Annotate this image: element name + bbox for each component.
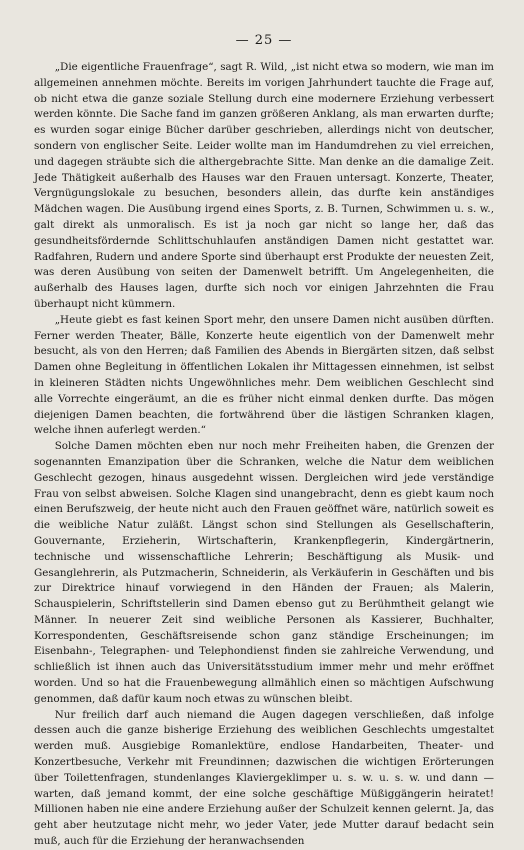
paragraph-3: Solche Damen möchten eben nur noch mehr Freiheiten haben, die Grenzen der sogenannten Emanzipation über die Schranken, welche die Natur dem weiblichen Geschlecht gezogen, hinaus ausgedehnt wissen. Dergleichen wird jede verständige Frau von selbst abweisen. Solche Klagen sind unangebracht, denn es giebt kaum noch einen Berufszweig, der heute nicht auch den Frauen geöffnet wäre, natürlich soweit es die weibliche Natur zuläßt. Längst schon sind Stellungen als Gesellschafterin, Gouvernante, Erzieherin, Wirtschafterin, Krankenpflegerin, Kindergärtnerin, technische und wissenschaftliche Lehrerin; Beschäftigung als Musik- und Gesanglehrerin, als Putzmacherin, Schneiderin, als Verkäuferin in Geschäften und bis zur Direktrice hinauf vorwiegend in den Händen der Frauen; als Malerin, Schauspielerin, Schriftstellerin sind Damen ebenso gut zu Berühmtheit gelangt wie Männer. In neuerer Zeit sind weibliche Personen als Kassierer, Buchhalter, Korrespondenten, Geschäftsreisende schon ganz ständige Erscheinungen; im Eisenbahn-, Telegraphen- und Telephondienst finden sie zahlreiche Verwendung, und schließlich ist ihnen auch das Universitätsstudium immer mehr und mehr eröffnet worden. Und so hat die Frauenbewegung allmählich einen so mächtigen Aufschwung genommen, daß dafür kaum noch etwas zu wünschen bleibt. [34,440,494,705]
paragraph-1: „Die eigentliche Frauenfrage“, sagt R. Wild, „ist nicht etwa so modern, wie man im allgemeinen annehmen möchte. Bereits im vorigen Jahrhundert tauchte die Frage auf, ob nicht etwa die ganze soziale Stellung durch eine modernere Erziehung verbessert werden könnte. Die Sache fand im ganzen größeren Anklang, als man erwarten durfte; es wurden sogar einige Bücher darüber geschrieben, allerdings nicht von deutscher, sondern von englischer Seite. Leider wollte man im Handumdrehen zu viel erreichen, und dagegen sträubte sich die althergebrachte Sitte. Man denke an die damalige Zeit. Jede Thätigkeit außerhalb des Hauses war den Frauen untersagt. Konzerte, Theater, Vergnügungslokale zu besuchen, besonders allein, das durfte kein anständiges Mädchen wagen. Die Ausübung irgend eines Sports, z. B. Turnen, Schwimmen u. s. w., galt direkt als unmoralisch. Es ist ja noch gar nicht so lange her, daß das gesundheitsfördernde Schlittschuhlaufen anständigen Damen nicht gestattet war. Radfahren, Rudern und andere Sporte sind überhaupt erst Produkte der neuesten Zeit, was deren Ausübung von seiten der Damenwelt betrifft. Um Angelegenheiten, die außerhalb des Hauses lagen, durfte sich noch vor einigen Jahrzehnten die Frau überhaupt nicht kümmern. [34,61,494,310]
page-number: — 25 — [235,33,293,48]
body-text [34,60,494,850]
paragraph-4: Nur freilich darf auch niemand die Augen dagegen verschließen, daß infolge dessen auch die ganze bisherige Erziehung des weiblichen Geschlechts umgestaltet werden muß. Ausgiebige Romanlektüre, endlose Handarbeiten, Theater- und Konzertbesuche, Verkehr mit Freundinnen; dazwischen die wichtigen Erörterungen über Toilettenfragen, stundenlanges Klaviergeklimper u. s. w. u. s. w. und dann — warten, daß jemand kommt, der eine solche geschäftige Müßiggängerin heiratet! Millionen haben nie eine andere Erziehung außer der Schulzeit kennen gelernt. Ja, das geht aber heutzutage nicht mehr, wo jeder Vater, jede Mutter darauf bedacht sein muß, auch für die Erziehung der heranwachsenden [34,708,494,848]
paragraph-2: „Heute giebt es fast keinen Sport mehr, den unsere Damen nicht ausüben dürften. Ferner werden Theater, Bälle, Konzerte heute eigentlich von der Damenwelt mehr besucht, als von den Herren; daß Familien des Abends in Biergärten sitzen, daß selbst Damen ohne Begleitung in öffentlichen Lokalen ihr Mittagessen einnehmen, ist selbst in kleineren Städten nichts Ungewöhnliches mehr. Dem weiblichen Geschlecht sind alle Vorrechte eingeräumt, an die es früher nicht einmal denken durfte. Das mögen diejenigen Damen beachten, die fortwährend über die lästigen Schranken klagen, welche ihnen auferlegt werden.“ [34,313,494,437]
